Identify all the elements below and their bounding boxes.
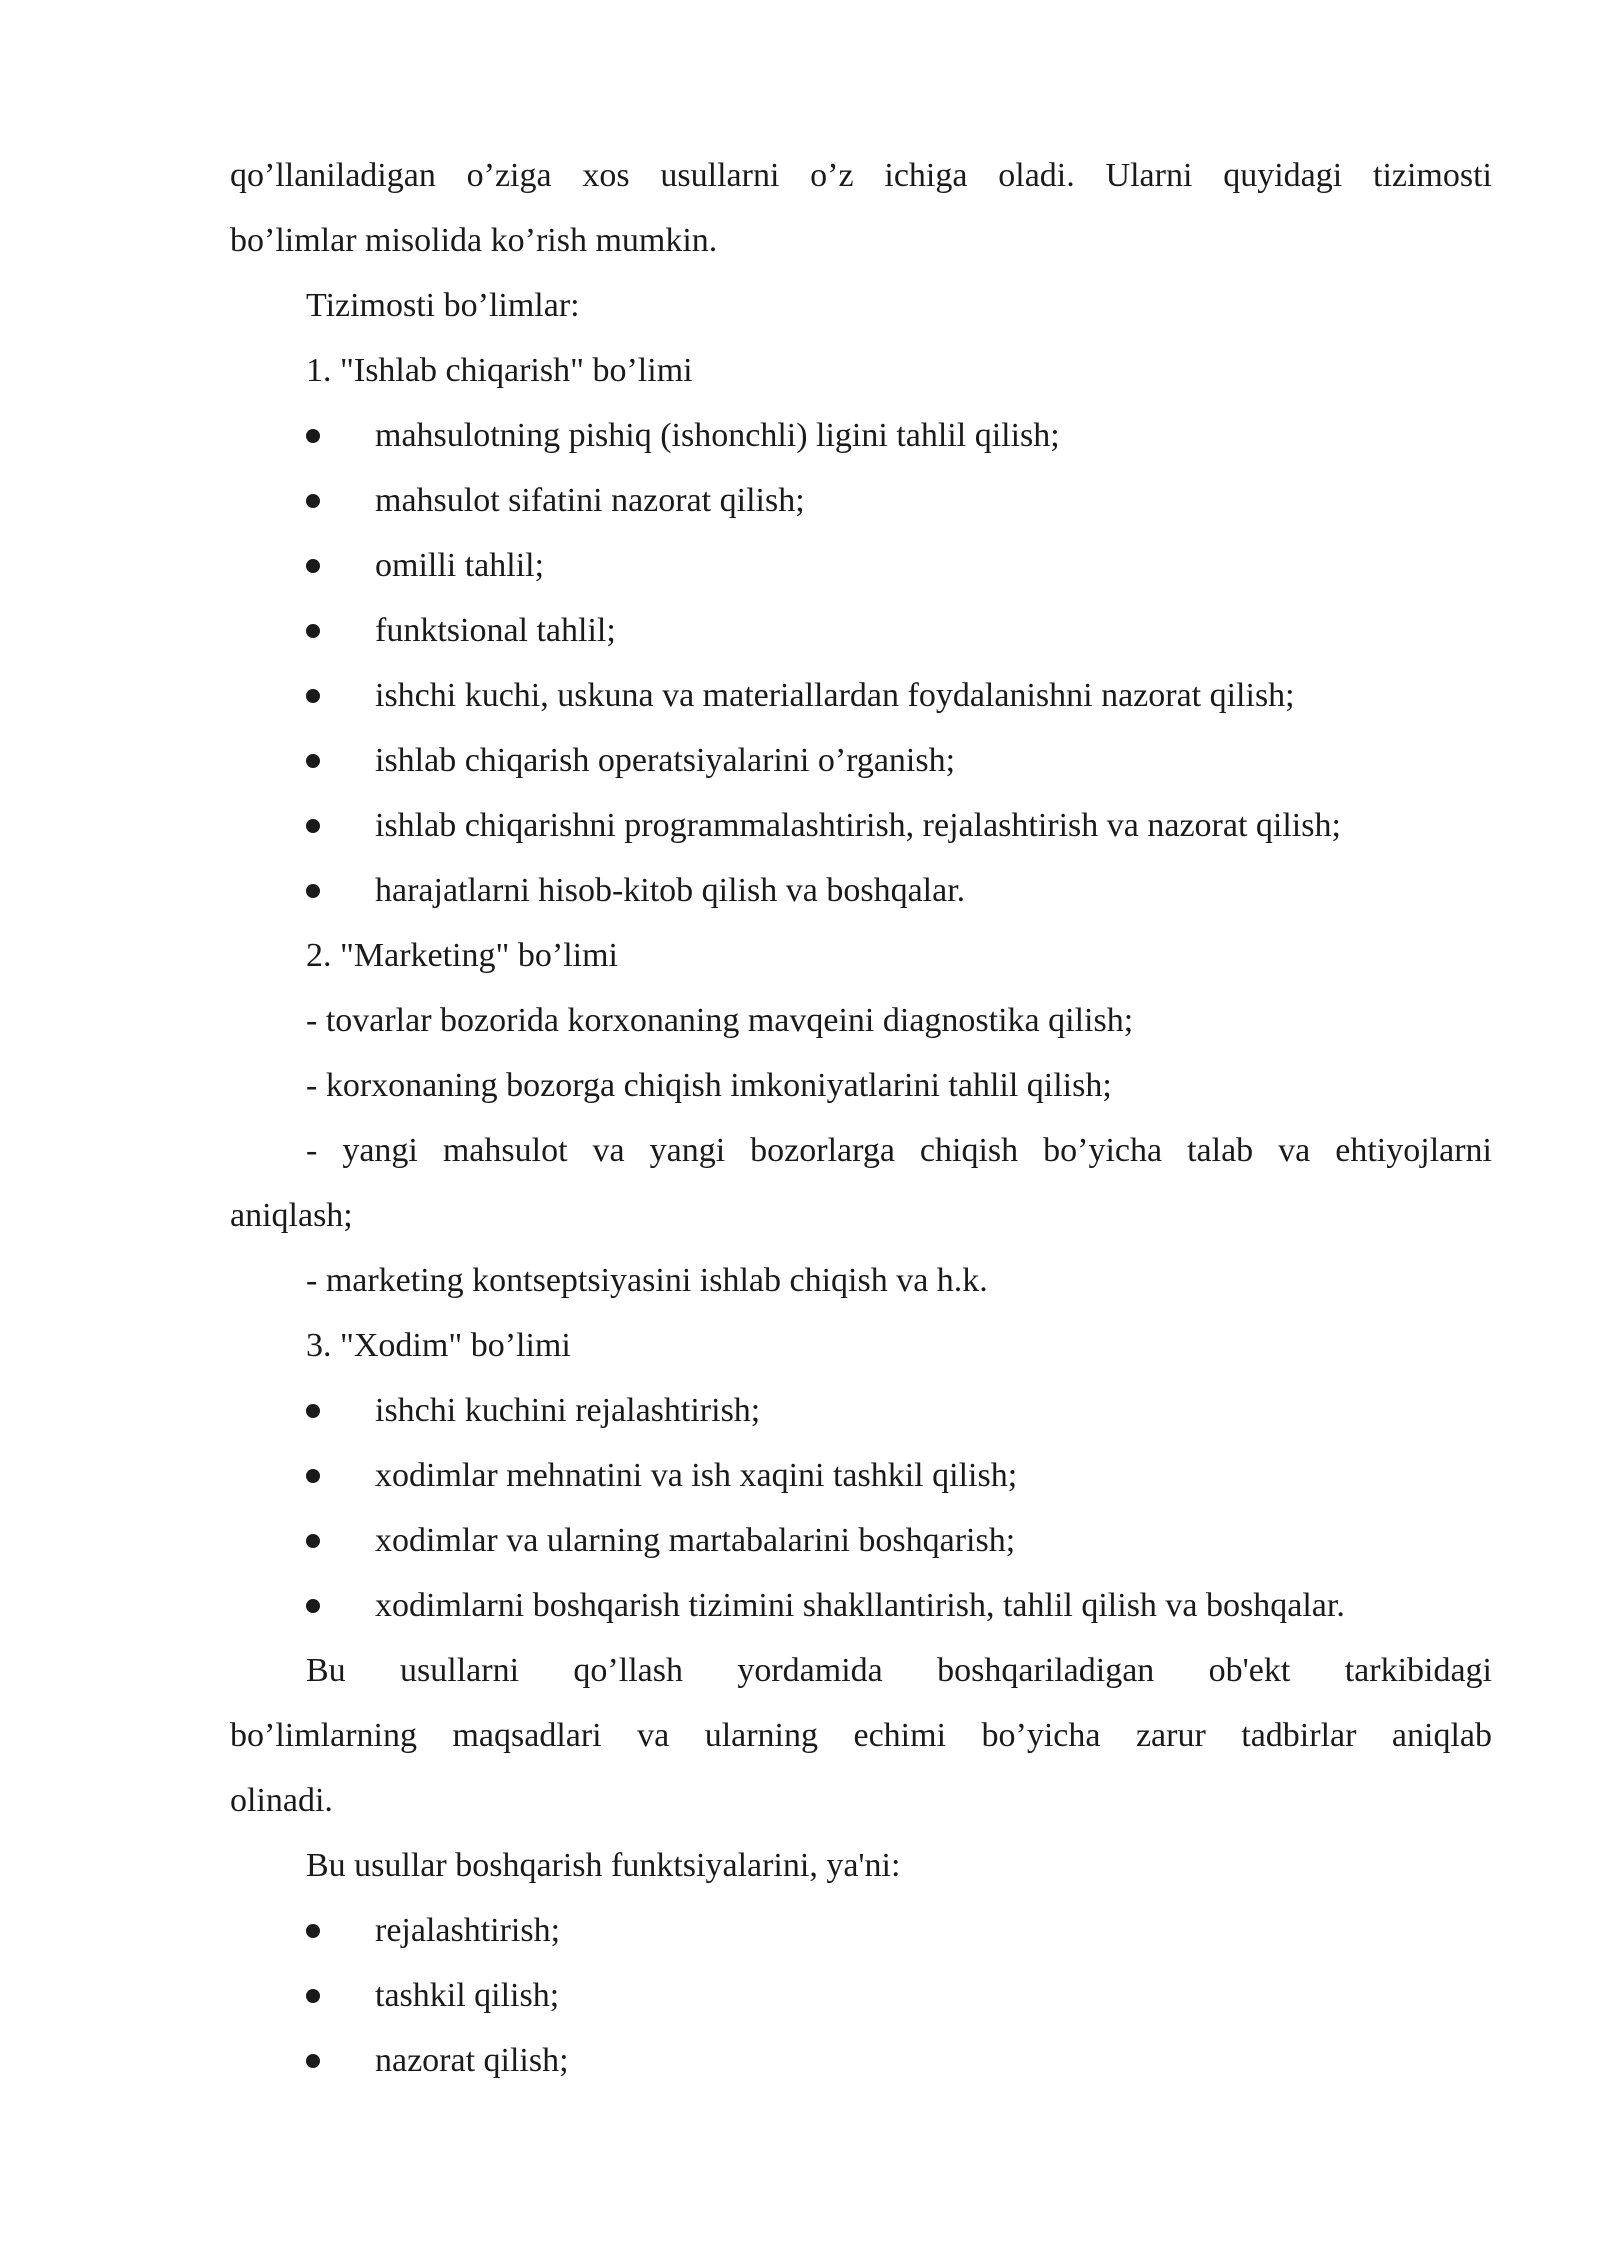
bullet-dot — [306, 1469, 320, 1483]
bullet-dot — [306, 1404, 320, 1418]
bullet-dot — [306, 1599, 320, 1613]
list-item: rejalashtirish; — [375, 1912, 561, 1949]
methods-line-1: Bu usullarni qo’llash yordamida boshqariladigan ob'ekt tarkibidagi — [306, 1652, 1492, 1689]
methods-line-3: olinadi. — [230, 1782, 333, 1819]
bullet-dot — [306, 1924, 320, 1938]
list-item: mahsulotning pishiq (ishonchli) ligini tahlil qilish; — [375, 417, 1060, 454]
bullet-dot — [306, 429, 320, 443]
intro-line-1: qo’llaniladigan o’ziga xos usullarni o’z ichiga oladi. Ularni quyidagi tizimosti — [230, 157, 1492, 194]
list-item: nazorat qilish; — [375, 2042, 569, 2079]
list-item: xodimlarni boshqarish tizimini shakllantirish, tahlil qilish va boshqalar. — [375, 1587, 1345, 1624]
list-item: ishchi kuchi, uskuna va materiallardan foydalanishni nazorat qilish; — [375, 677, 1295, 714]
bullet-dot — [306, 819, 320, 833]
section-3-heading: 3. "Xodim" bo’limi — [306, 1327, 571, 1364]
bullet-dot — [306, 494, 320, 508]
list-item: harajatlarni hisob-kitob qilish va boshqalar. — [375, 872, 966, 909]
bullet-dot — [306, 559, 320, 573]
list-item: ishlab chiqarishni programmalashtirish, rejalashtirish va nazorat qilish; — [375, 807, 1341, 844]
functions-intro: Bu usullar boshqarish funktsiyalarini, ya'ni: — [306, 1847, 901, 1884]
dash-item: - tovarlar bozorida korxonaning mavqeini diagnostika qilish; — [306, 1002, 1134, 1039]
dash-item: - marketing kontseptsiyasini ishlab chiqish va h.k. — [306, 1262, 988, 1299]
list-item: mahsulot sifatini nazorat qilish; — [375, 482, 805, 519]
bullet-dot — [306, 754, 320, 768]
bullet-dot — [306, 624, 320, 638]
list-item: xodimlar mehnatini va ish xaqini tashkil qilish; — [375, 1457, 1018, 1494]
list-item: tashkil qilish; — [375, 1977, 560, 2014]
intro-line-2: bo’limlar misolida ko’rish mumkin. — [230, 222, 718, 259]
list-item: ishchi kuchini rejalashtirish; — [375, 1392, 761, 1429]
section-2-heading: 2. "Marketing" bo’limi — [306, 937, 618, 974]
bullet-dot — [306, 2054, 320, 2068]
section-1-heading: 1. "Ishlab chiqarish" bo’limi — [306, 352, 693, 389]
bullet-dot — [306, 689, 320, 703]
dash-item-line-1: - yangi mahsulot va yangi bozorlarga chiqish bo’yicha talab va ehtiyojlarni — [306, 1132, 1492, 1169]
methods-line-2: bo’limlarning maqsadlari va ularning echimi bo’yicha zarur tadbirlar aniqlab — [230, 1717, 1492, 1754]
bullet-dot — [306, 1534, 320, 1548]
bullet-dot — [306, 884, 320, 898]
subsystems-heading: Tizimosti bo’limlar: — [306, 287, 580, 324]
dash-item-line-2: aniqlash; — [230, 1197, 353, 1234]
list-item: omilli tahlil; — [375, 547, 545, 584]
list-item: funktsional tahlil; — [375, 612, 616, 649]
list-item: ishlab chiqarish operatsiyalarini o’rganish; — [375, 742, 956, 779]
dash-item: - korxonaning bozorga chiqish imkoniyatlarini tahlil qilish; — [306, 1067, 1112, 1104]
bullet-dot — [306, 1989, 320, 2003]
list-item: xodimlar va ularning martabalarini boshqarish; — [375, 1522, 1016, 1559]
